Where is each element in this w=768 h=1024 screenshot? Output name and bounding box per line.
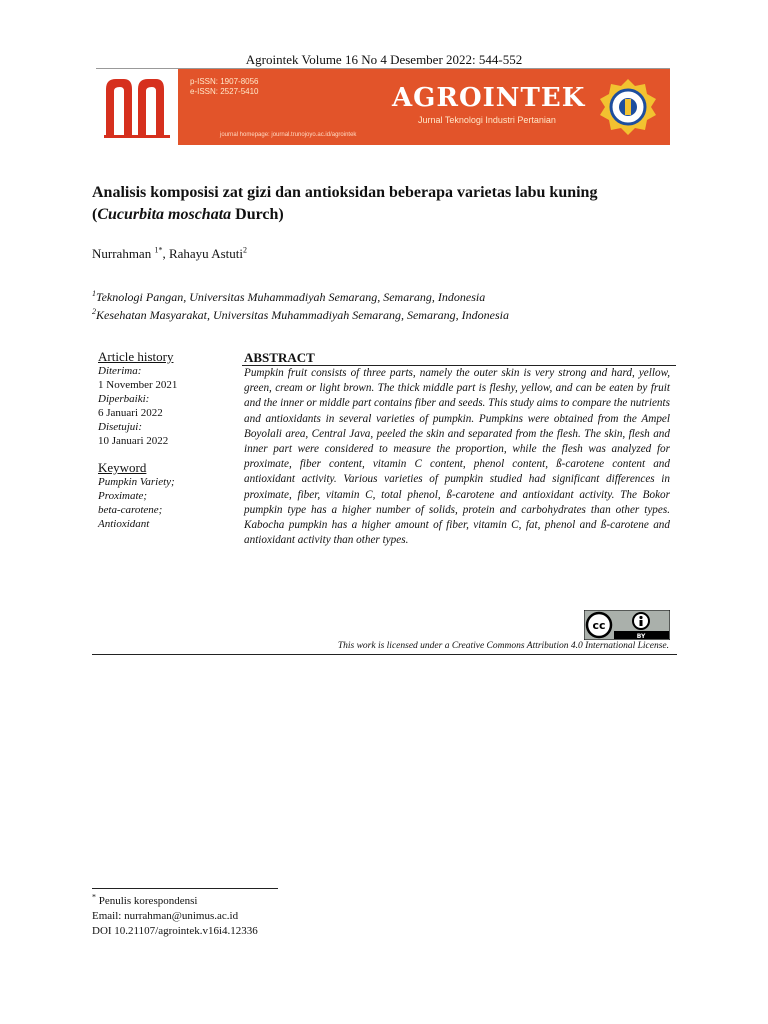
issn-block — [190, 77, 259, 97]
cc-by-license-icon[interactable] — [584, 610, 670, 640]
accepted-label: Disetujui: — [98, 421, 142, 433]
issn-online: e-ISSN: 2527-5410 — [190, 87, 259, 96]
title-suffix: Durch) — [231, 206, 284, 223]
author-email: Email: nurrahman@unimus.ac.id — [92, 910, 239, 922]
issn-print: p-ISSN: 1907-8056 — [190, 77, 259, 86]
correspondence-note — [92, 894, 258, 909]
affiliation-1 — [92, 290, 485, 305]
journal-brand: AGROINTEK — [392, 83, 586, 113]
author-separator: , — [162, 246, 169, 261]
journal-subtitle: Jurnal Teknologi Industri Pertanian — [418, 115, 556, 125]
keyword-item: Pumpkin Variety; — [98, 476, 175, 488]
keyword-item: Proximate; — [98, 490, 148, 502]
affiliation-1-text: Teknologi Pangan, Universitas Muhammadiyah Semarang, Semarang, Indonesia — [96, 290, 486, 304]
accepted-date: 10 Januari 2022 — [98, 435, 169, 447]
title-line-1: Analisis komposisi zat gizi dan antioksidan beberapa varietas labu kuning — [92, 184, 598, 201]
keyword-item: Antioxidant — [98, 518, 150, 530]
revised-label: Diperbaiki: — [98, 393, 150, 405]
article-info-sidebar — [98, 350, 228, 531]
title-paren-open: ( — [92, 206, 98, 223]
keyword-item: beta-carotene; — [98, 504, 163, 516]
footnote-rule — [92, 888, 278, 889]
journal-logo-icon — [102, 75, 172, 139]
species-name: Cucurbita moschata — [97, 206, 232, 223]
author-1-sup: 1* — [154, 245, 163, 255]
author-2-name: Rahayu Astuti — [168, 246, 243, 261]
license-text: This work is licensed under a Creative Commons Attribution 4.0 International License. — [337, 641, 669, 651]
abstract-heading: ABSTRACT — [244, 350, 315, 365]
author-1-name: Nurrahman — [92, 246, 155, 261]
received-date: 1 November 2021 — [98, 379, 178, 391]
article-doi: DOI 10.21107/agrointek.v16i4.12336 — [92, 925, 258, 937]
section-rule — [92, 654, 677, 655]
footnotes — [92, 894, 258, 939]
running-head: Agrointek Volume 16 No 4 Desember 2022: 544-552 — [245, 52, 523, 67]
revised-date: 6 Januari 2022 — [98, 407, 163, 419]
university-seal-icon — [598, 77, 658, 137]
affiliation-2-num: 2 — [92, 307, 96, 316]
affiliation-1-num: 1 — [92, 289, 96, 298]
journal-homepage: journal homepage: journal.trunojoyo.ac.id/agrointek — [220, 132, 357, 138]
correspondence-label: Penulis korespondensi — [96, 895, 198, 907]
footnote-marker: * — [92, 892, 96, 902]
title-line-2 — [92, 204, 692, 226]
affiliation-2-text: Kesehatan Masyarakat, Universitas Muhammadiyah Semarang, Semarang, Indonesia — [96, 308, 509, 322]
article-title — [92, 182, 692, 226]
history-heading: Article history — [98, 349, 174, 364]
keyword-heading: Keyword — [98, 460, 147, 475]
author-2-sup: 2 — [242, 245, 247, 255]
svg-text:cc: cc — [592, 619, 606, 632]
cc-badge-label: BY — [636, 633, 646, 640]
author-list — [92, 246, 247, 262]
received-label: Diterima: — [98, 365, 142, 377]
affiliation-2 — [92, 308, 509, 323]
abstract-body: Pumpkin fruit consists of three parts, namely the outer skin is very strong and hard, yellow, green, cream or light brown. The thick middle part is fleshy, yellow, and can be eaten by fruit and the inner or middle part contains fiber and seeds. This study aims to compare the nutrients and antioxidants in several varieties of pumpkin. Pumpkins were obtained from the Ampel Boyolali area, Central Java, peeled the skin and separated from the flesh. The skin, flesh and inner part were considered to measure the proportion, while the flesh was analyzed for proximate, fiber content, vitamin C content, phenol content, ß-carotene content and antioxidant activity. Various varieties of pumpkin studied had significant differences in proximate, fiber, vitamin C, total phenol, ß-carotene and antioxidant activity. The Bokor pumpkin type has a higher number of solids, protein and carbohydrates than other types. Kabocha pumpkin has a higher amount of fiber, vitamin C, fat, phenol and ß-carotene and antioxidant activity than other types. — [244, 367, 670, 547]
journal-banner — [96, 68, 670, 145]
